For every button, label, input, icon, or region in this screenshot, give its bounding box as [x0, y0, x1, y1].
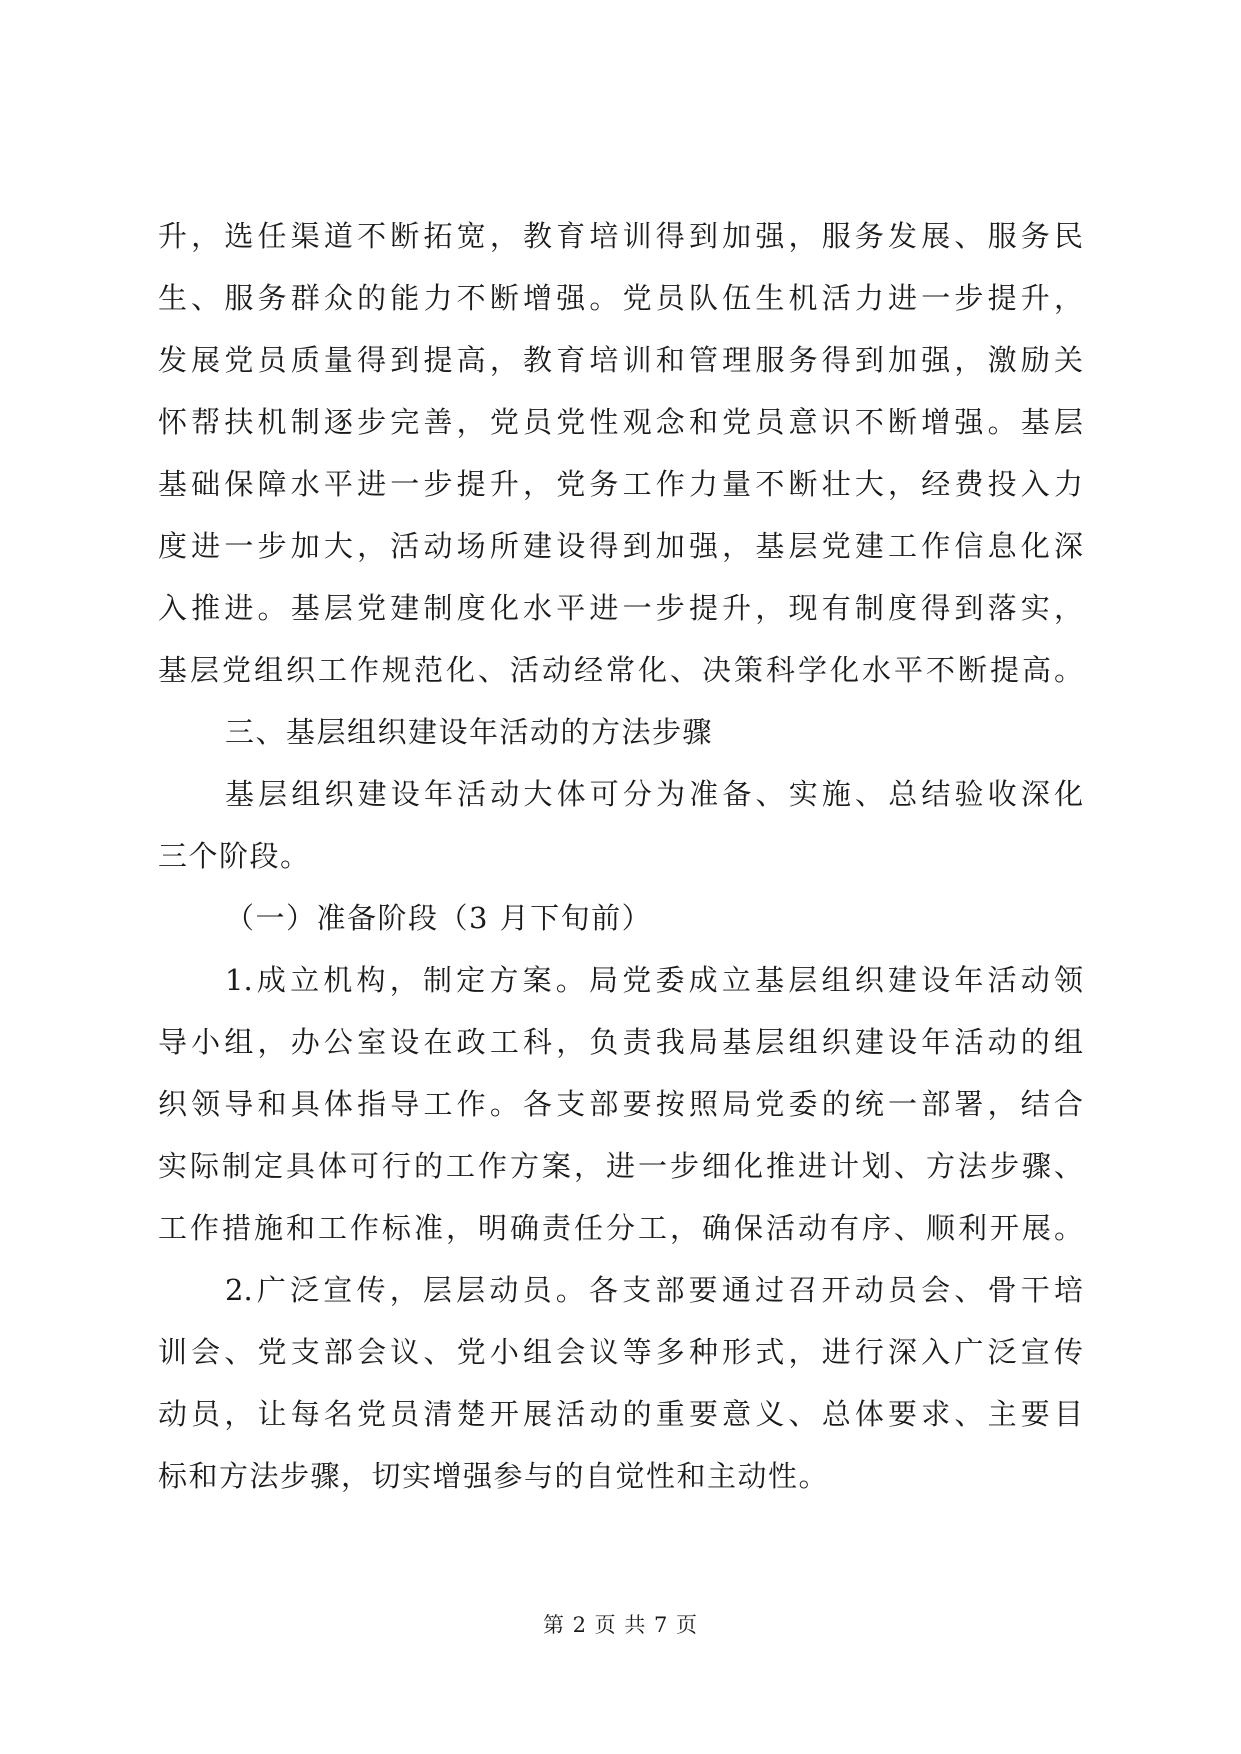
body-line: 三个阶段。 — [158, 839, 311, 873]
body-line: 发展党员质量得到提高，教育培训和管理服务得到加强，激励关 — [158, 343, 1083, 377]
body-line: 工作措施和工作标准，明确责任分工，确保活动有序、顺利开展。 — [158, 1211, 1083, 1245]
body-line: 2.广泛宣传，层层动员。各支部要通过召开动员会、骨干培 — [225, 1273, 1083, 1307]
body-line: 织领导和具体指导工作。各支部要按照局党委的统一部署，结合 — [158, 1087, 1083, 1121]
body-line: 1.成立机构，制定方案。局党委成立基层组织建设年活动领 — [225, 963, 1083, 997]
body-line: 标和方法步骤，切实增强参与的自觉性和主动性。 — [158, 1459, 830, 1493]
body-line: 入推进。基层党建制度化水平进一步提升，现有制度得到落实， — [158, 591, 1083, 625]
body-line: 升，选任渠道不断拓宽，教育培训得到加强，服务发展、服务民 — [158, 219, 1083, 253]
body-line: 基层组织建设年活动大体可分为准备、实施、总结验收深化 — [225, 777, 1083, 811]
page-footer: 第 2 页 共 7 页 — [542, 1613, 699, 1637]
body-line: 度进一步加大，活动场所建设得到加强，基层党建工作信息化深 — [158, 529, 1083, 563]
body-line: 实际制定具体可行的工作方案，进一步细化推进计划、方法步骤、 — [158, 1149, 1083, 1183]
body-line: 训会、党支部会议、党小组会议等多种形式，进行深入广泛宣传 — [158, 1335, 1083, 1369]
body-line: 基础保障水平进一步提升，党务工作力量不断壮大，经费投入力 — [158, 467, 1083, 501]
body-line: 生、服务群众的能力不断增强。党员队伍生机活力进一步提升， — [158, 281, 1083, 315]
body-line: 导小组，办公室设在政工科，负责我局基层组织建设年活动的组 — [158, 1025, 1083, 1059]
body-line: 基层党组织工作规范化、活动经常化、决策科学化水平不断提高。 — [158, 653, 1083, 687]
body-line: 动员，让每名党员清楚开展活动的重要意义、总体要求、主要目 — [158, 1397, 1083, 1431]
body-line: 怀帮扶机制逐步完善，党员党性观念和党员意识不断增强。基层 — [158, 405, 1083, 439]
section-heading: 三、基层组织建设年活动的方法步骤 — [225, 715, 714, 749]
subsection-heading: （一）准备阶段（3 月下旬前） — [225, 901, 653, 935]
